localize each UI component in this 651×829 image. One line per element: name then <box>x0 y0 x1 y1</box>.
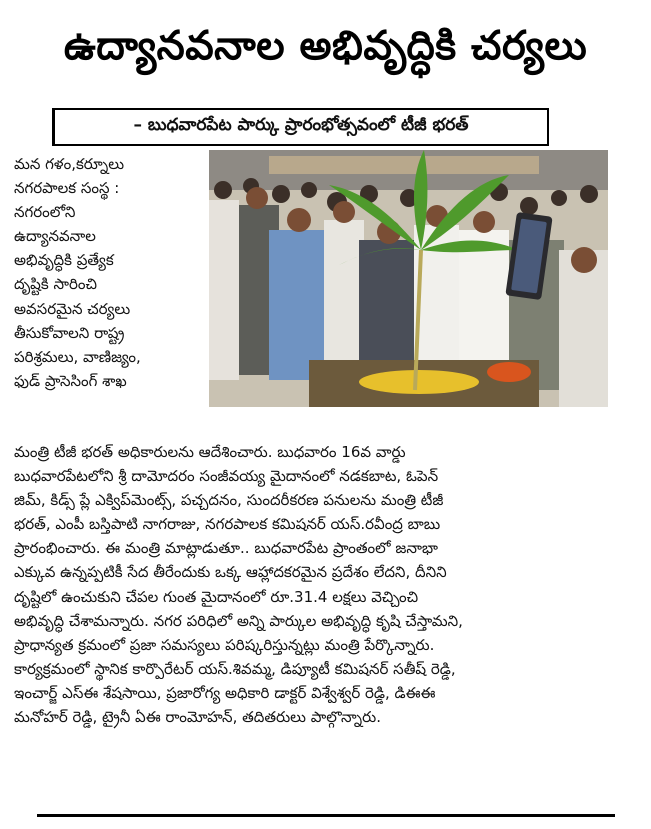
intro-line: నగరంలోని <box>14 203 76 222</box>
body-line: జిమ్, కిడ్స్ ప్లే ఎక్విప్‌మెంట్స్, పచ్చదనం, సుందరీకరణ పనులను మంత్రి టీజీ <box>14 491 444 510</box>
body-line: మనోహర్ రెడ్డి, ట్రైనీ ఏఈ రాంమోహన్, తదితరులు పాల్గొన్నారు. <box>14 708 381 727</box>
intro-line: మన గళం,కర్నూలు <box>14 155 125 173</box>
body-line: బుధవారపేటలోని శ్రీ దామోదరం సంజీవయ్య మైదానంలో నడకబాట, ఓపెన్ <box>14 467 439 486</box>
body-line: మంత్రి టీజీ భరత్ అధికారులను ఆదేశించారు. బుధవారం 16వ వార్డు <box>14 443 406 461</box>
body-line: కార్యక్రమంలో స్థానిక కార్పొరేటర్ యస్.శివమ్మ, డిప్యూటీ కమిషనర్ సతీష్ రెడ్డి, <box>14 659 456 678</box>
subheadline: – బుధవారపేట పార్కు ప్రారంభోత్సవంలో టీజీ భరత్ <box>133 115 469 135</box>
body-line: ఇంచార్జ్ ఎస్ఈ శేషసాయి, ప్రజారోగ్య అధికారి డాక్టర్ విశ్వేశ్వర్ రెడ్డి, డిఈఈ <box>14 683 436 702</box>
article-body <box>14 440 636 729</box>
body-line: ప్రారంభించారు. ఈ మంత్రి మాట్లాడుతూ.. బుధవారపేట ప్రాంతంలో జనాభా <box>14 539 438 558</box>
intro-line: దృష్టికి సారించి <box>14 275 97 294</box>
intro-line: ఉద్యానవనాల <box>14 227 96 246</box>
intro-line: తీసుకోవాలని రాష్ట్ర <box>14 323 125 342</box>
news-photo <box>209 150 608 407</box>
intro-line: ఫుడ్ ప్రాసెసింగ్ శాఖ <box>14 371 127 390</box>
body-line: భరత్, ఎంపీ బస్తిపాటి నాగరాజు, నగరపాలక కమిషనర్ యస్.రవీంద్ర బాబు <box>14 515 441 534</box>
subheadline-box <box>52 108 549 146</box>
intro-line: నగరపాలక సంస్థ : <box>14 179 120 198</box>
intro-line: అవసరమైన చర్యలు <box>14 299 131 318</box>
headline: ఉద్యానవనాల అభివృద్ధికి చర్యలు <box>63 23 588 69</box>
body-line: ప్రాధాన్యత క్రమంలో ప్రజా సమస్యలు పరిష్కరిస్తున్నట్లు మంత్రి పేర్కొన్నారు. <box>14 635 435 654</box>
body-line: ఎక్కువ ఉన్నప్పటికీ సేద తీరేందుకు ఒక్క ఆహ్లాదకరమైన ప్రదేశం లేదని, దీనిని <box>14 563 447 582</box>
body-line: అభివృద్ధి చేశామన్నారు. నగర పరిధిలో అన్ని పార్కుల అభివృద్ధి కృషి చేస్తామని, <box>14 611 463 630</box>
intro-column <box>14 152 200 393</box>
intro-line: అభివృద్ధికి ప్రత్యేక <box>14 251 114 270</box>
intro-line: పరిశ్రమలు, వాణిజ్యం, <box>14 347 141 366</box>
bottom-rule <box>37 814 615 817</box>
body-line: దృష్టిలో ఉంచుకుని చేపల గుంత మైదానంలో రూ.31.4 లక్షలు వెచ్చించి <box>14 587 419 606</box>
